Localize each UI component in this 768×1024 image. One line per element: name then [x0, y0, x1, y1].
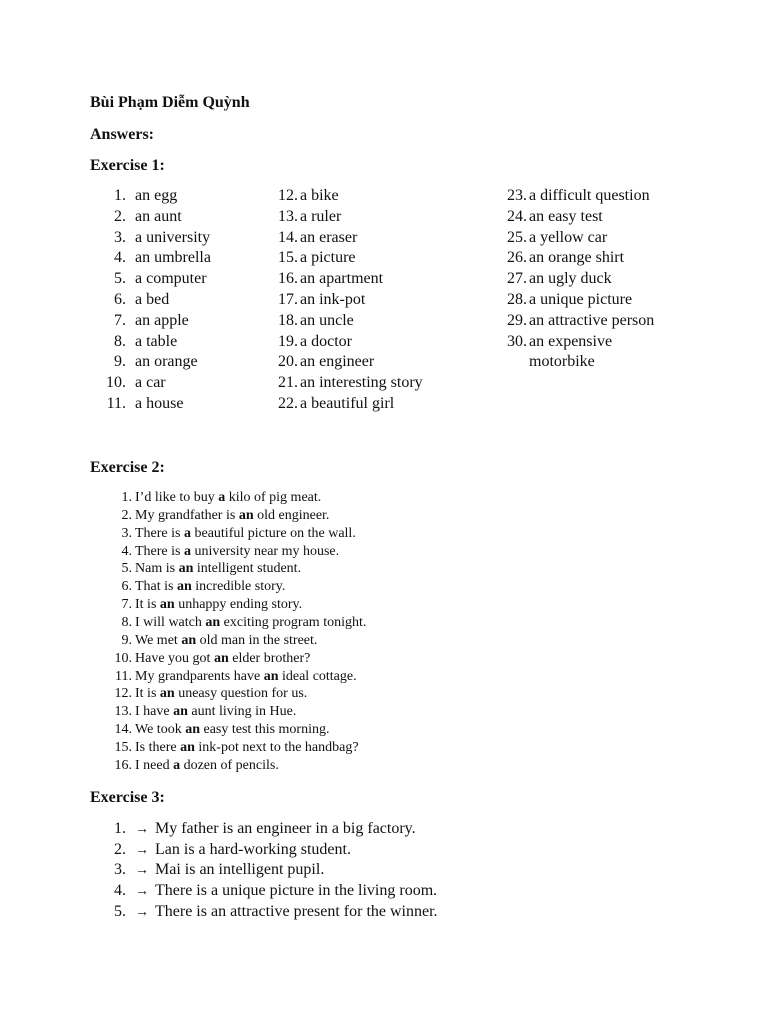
- sentence-start: There is: [135, 525, 184, 541]
- list-item-number: 1.: [121, 490, 132, 505]
- article-answer: an: [263, 668, 279, 684]
- list-item-number: 4.: [114, 249, 126, 267]
- article-answer: an: [205, 614, 221, 630]
- article-answer: a: [183, 525, 191, 541]
- arrow-right-icon: →: [135, 904, 149, 920]
- list-item-number: 8.: [114, 332, 126, 350]
- sentence-start: My grandfather is: [135, 507, 239, 523]
- list-item-number: 16.: [114, 757, 132, 773]
- list-item-number: 8.: [121, 614, 132, 630]
- list-item-number: 4.: [121, 543, 132, 559]
- sentence: [135, 525, 356, 543]
- sentence-start: It is: [135, 686, 160, 702]
- list-item-answer: a difficult question: [529, 187, 650, 204]
- list-item-number: 21.: [278, 374, 298, 392]
- list-item-answer: an apartment: [300, 270, 384, 288]
- rewritten-sentence: [135, 902, 438, 923]
- list-item-answer: an egg: [135, 187, 178, 204]
- sentence-end: uneasy question for us.: [174, 686, 308, 702]
- list-item-answer: a car: [135, 374, 166, 392]
- sentence-text: Mai is an intelligent pupil.: [155, 861, 325, 879]
- sentence: [135, 739, 359, 757]
- sentence: [135, 614, 366, 632]
- list-item-number: 14.: [114, 722, 132, 738]
- exercise-1-title: Exercise 1:: [90, 157, 165, 174]
- exercise-2-title: Exercise 2:: [90, 459, 165, 476]
- list-item-number: 26.: [507, 249, 527, 267]
- list-item-number: 3.: [114, 861, 126, 879]
- list-item-number: 10.: [114, 650, 132, 666]
- article-answer: an: [213, 650, 229, 666]
- list-item-number: 7.: [114, 311, 126, 329]
- article-answer: a: [173, 757, 181, 773]
- list-item-answer: an interesting story: [300, 374, 423, 392]
- sentence-start: Have you got: [135, 650, 214, 666]
- list-item-answer: an expensive: [529, 332, 613, 350]
- sentence-text: There is a unique picture in the living room.: [155, 882, 438, 900]
- list-item-answer: an uncle: [300, 311, 354, 329]
- article-answer: a: [183, 543, 191, 559]
- arrow-right-icon: →: [135, 863, 149, 879]
- sentence-start: My grandparents have: [135, 668, 264, 684]
- list-item-number: 9.: [121, 632, 132, 648]
- list-item-answer: motorbike: [529, 353, 595, 371]
- list-item-number: 14.: [278, 228, 298, 246]
- list-item-number: 16.: [278, 270, 298, 288]
- sentence: [135, 685, 307, 703]
- list-item-number: 11.: [106, 395, 126, 412]
- list-item-answer: a house: [135, 395, 184, 412]
- sentence: [135, 596, 302, 614]
- list-item-answer: a picture: [300, 249, 356, 267]
- list-item-answer: a doctor: [300, 332, 352, 350]
- sentence-end: ideal cottage.: [278, 668, 357, 684]
- sentence-start: I have: [135, 704, 174, 720]
- list-item-number: 2.: [121, 507, 132, 523]
- list-item-answer: a yellow car: [529, 228, 608, 246]
- sentence: [135, 489, 321, 507]
- article-answer: an: [159, 597, 175, 613]
- sentence-end: old engineer.: [253, 507, 330, 523]
- list-item-number: 6.: [121, 579, 132, 595]
- sentence: [135, 703, 296, 721]
- arrow-right-icon: →: [135, 842, 149, 858]
- sentence: [135, 560, 301, 578]
- sentence-text: There is an attractive present for the winner.: [155, 902, 438, 920]
- list-item-number: 17.: [278, 291, 298, 308]
- list-item-number: 1.: [114, 820, 126, 837]
- list-item-number: 12.: [278, 187, 298, 204]
- list-item-number: 23.: [507, 187, 527, 204]
- list-item-number: 5.: [114, 270, 126, 288]
- sentence-end: exciting program tonight.: [220, 614, 367, 630]
- list-item-number: 18.: [278, 311, 298, 329]
- sentence-end: intelligent student.: [193, 561, 302, 577]
- list-item-number: 12.: [114, 686, 132, 702]
- article-answer: a: [218, 490, 226, 505]
- arrow-right-icon: →: [135, 884, 149, 900]
- sentence-end: kilo of pig meat.: [225, 490, 322, 505]
- list-item-answer: a computer: [135, 270, 207, 288]
- list-item-number: 5.: [114, 902, 126, 920]
- list-item-answer: an umbrella: [135, 249, 211, 267]
- list-item-answer: an attractive person: [529, 311, 655, 329]
- list-item-answer: a ruler: [300, 207, 342, 225]
- sentence-end: beautiful picture on the wall.: [190, 525, 356, 541]
- list-item-answer: an ink-pot: [300, 291, 366, 308]
- list-item-answer: an apple: [135, 311, 189, 329]
- list-item-number: 20.: [278, 353, 298, 371]
- sentence-start: We met: [135, 632, 182, 648]
- list-item-number: 2.: [114, 207, 126, 225]
- author-name: Bùi Phạm Diễm Quỳnh: [90, 94, 250, 111]
- list-item-number: 3.: [121, 525, 132, 541]
- list-item-answer: an engineer: [300, 353, 375, 371]
- list-item-answer: an easy test: [529, 207, 603, 225]
- list-item-answer: a bike: [300, 187, 339, 204]
- sentence-start: It is: [135, 597, 160, 613]
- sentence-end: old man in the street.: [196, 632, 318, 648]
- sentence: [135, 668, 357, 686]
- sentence-end: elder brother?: [228, 650, 311, 666]
- list-item-number: 4.: [114, 882, 126, 900]
- list-item-answer: a table: [135, 332, 178, 350]
- list-item-number: 29.: [507, 311, 527, 329]
- sentence-end: dozen of pencils.: [180, 757, 279, 773]
- sentence: [135, 632, 317, 650]
- list-item-number: 9.: [114, 353, 126, 371]
- article-answer: an: [159, 686, 175, 702]
- sentence-end: easy test this morning.: [200, 722, 330, 738]
- list-item-number: 2.: [114, 840, 126, 858]
- list-item-number: 10.: [106, 374, 126, 392]
- sentence-start: Is there: [135, 739, 181, 755]
- sentence-start: That is: [135, 579, 177, 595]
- exercise-3-title: Exercise 3:: [90, 789, 165, 806]
- list-item-number: 5.: [121, 561, 132, 577]
- list-item-answer: a beautiful girl: [300, 395, 395, 412]
- sentence-start: There is: [135, 543, 184, 559]
- list-item-answer: a university: [135, 228, 211, 246]
- sentence-end: ink-pot next to the handbag?: [194, 739, 359, 755]
- list-item-number: 6.: [114, 291, 126, 308]
- sentence-start: We took: [135, 722, 186, 738]
- sentence: [135, 507, 329, 525]
- list-item-number: 13.: [278, 207, 298, 225]
- rewritten-sentence: [135, 860, 324, 881]
- sentence: [135, 543, 339, 561]
- article-answer: an: [173, 704, 188, 720]
- sentence-end: incredible story.: [191, 579, 286, 595]
- arrow-right-icon: →: [135, 822, 149, 837]
- list-item-number: 11.: [115, 668, 132, 684]
- list-item-answer: a bed: [135, 291, 170, 308]
- list-item-number: 27.: [507, 270, 527, 288]
- list-item-number: 3.: [114, 228, 126, 246]
- sentence: [135, 578, 285, 596]
- article-answer: an: [185, 722, 200, 738]
- sentence-end: unhappy ending story.: [174, 597, 303, 613]
- sentence-start: I’d like to buy: [135, 490, 219, 505]
- sentence-text: My father is an engineer in a big factory.: [155, 820, 416, 837]
- list-item-answer: an ugly duck: [529, 270, 612, 288]
- list-item-number: 1.: [114, 187, 126, 204]
- list-item-number: 15.: [114, 739, 132, 755]
- sentence-start: Nam is: [135, 561, 179, 577]
- list-item-number: 30.: [507, 332, 527, 350]
- sentence-start: I will watch: [135, 614, 206, 630]
- article-answer: an: [180, 739, 195, 755]
- rewritten-sentence: [135, 881, 437, 902]
- sentence-start: I need: [135, 757, 174, 773]
- article-answer: an: [178, 561, 194, 577]
- article-answer: an: [238, 507, 254, 523]
- list-item-answer: an orange: [135, 353, 198, 371]
- sentence: [135, 650, 310, 668]
- rewritten-sentence: [135, 819, 416, 840]
- rewritten-sentence: [135, 840, 351, 861]
- answers-label: Answers:: [90, 126, 154, 143]
- list-item-number: 13.: [114, 704, 132, 720]
- list-item-answer: an aunt: [135, 207, 182, 225]
- list-item-answer: a unique picture: [529, 291, 633, 308]
- sentence: [135, 757, 279, 775]
- sentence-end: aunt living in Hue.: [187, 704, 297, 720]
- list-item-number: 22.: [278, 395, 298, 412]
- list-item-number: 24.: [507, 207, 527, 225]
- list-item-answer: an eraser: [300, 228, 358, 246]
- list-item-number: 25.: [507, 228, 527, 246]
- article-answer: an: [177, 579, 192, 595]
- list-item-number: 28.: [507, 291, 527, 308]
- list-item-number: 15.: [278, 249, 298, 267]
- sentence-text: Lan is a hard-working student.: [155, 840, 351, 858]
- sentence: [135, 721, 330, 739]
- list-item-number: 7.: [121, 597, 132, 613]
- list-item-answer: an orange shirt: [529, 249, 625, 267]
- list-item-number: 19.: [278, 332, 298, 350]
- sentence-end: university near my house.: [190, 543, 340, 559]
- article-answer: an: [181, 632, 197, 648]
